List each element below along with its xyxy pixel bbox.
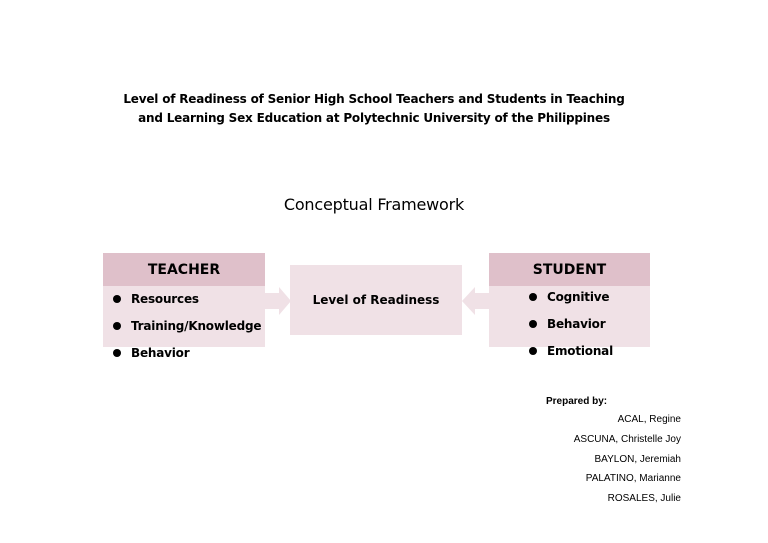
student-box-header: STUDENT	[489, 253, 650, 286]
author-name: ASCUNA, Christelle Joy	[573, 433, 681, 445]
left-arrow-icon	[462, 287, 489, 315]
teacher-box-header: TEACHER	[103, 253, 265, 286]
diagram-subtitle: Conceptual Framework	[283, 195, 465, 214]
teacher-factor-item: Resources	[113, 292, 261, 319]
author-name: ACAL, Regine	[617, 414, 681, 425]
right-arrow-icon	[265, 287, 291, 315]
prepared-by-label: Prepared by:	[546, 396, 608, 407]
author-name: BAYLON, Jeremiah	[594, 453, 681, 465]
student-factor-item: Emotional	[529, 344, 613, 371]
teacher-factor-list	[113, 292, 261, 373]
author-list	[574, 413, 681, 512]
student-factor-item: Cognitive	[529, 290, 613, 317]
document-title	[0, 90, 748, 128]
teacher-factor-item: Behavior	[113, 346, 261, 373]
title-line-2: and Learning Sex Education at Polytechnic University of the Philippines	[138, 111, 610, 125]
level-of-readiness-box: Level of Readiness	[290, 265, 462, 335]
author-name: PALATINO, Marianne	[585, 473, 681, 485]
student-factor-item: Behavior	[529, 317, 613, 344]
teacher-factor-item: Training/Knowledge	[113, 319, 261, 346]
student-factor-list	[529, 290, 613, 371]
title-line-1: Level of Readiness of Senior High School Teachers and Students in Teaching	[123, 92, 625, 106]
author-name: ROSALES, Julie	[607, 493, 681, 505]
